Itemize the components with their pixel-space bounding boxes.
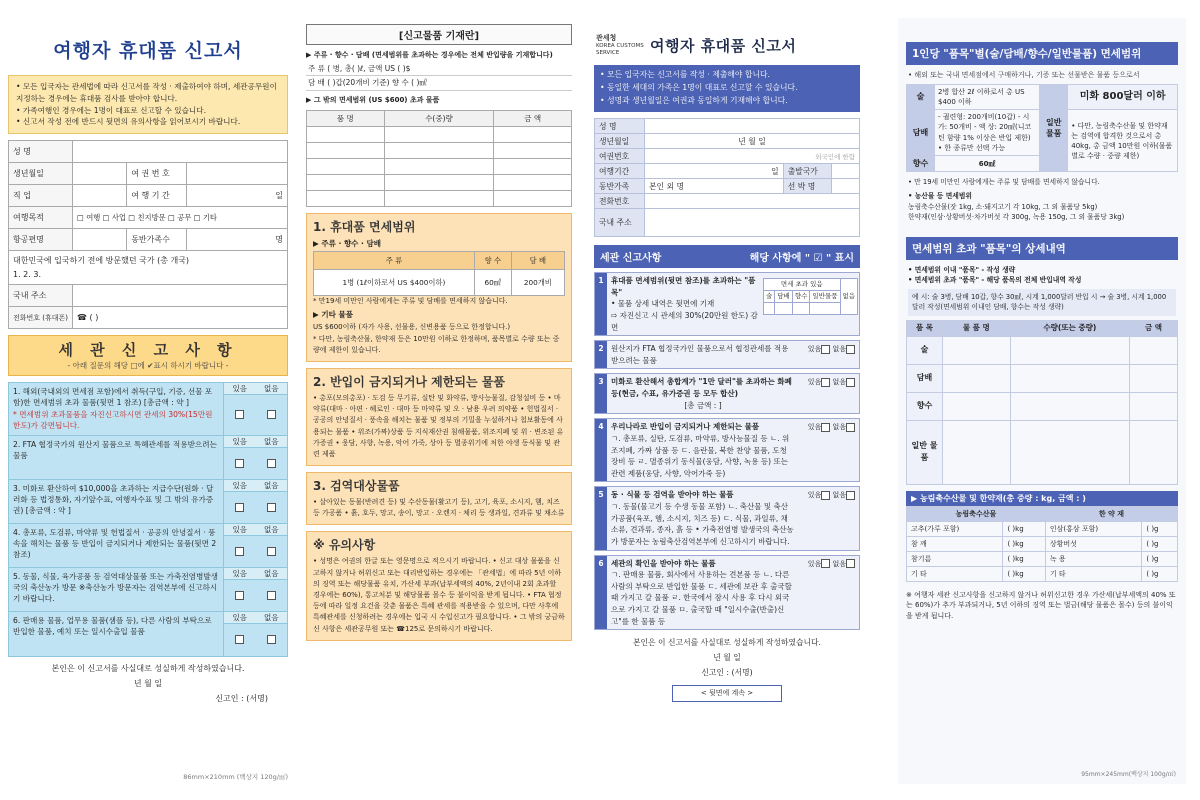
- no-label: 없음: [840, 279, 858, 315]
- old-declaration-back: [300, 18, 578, 784]
- table-cell: 60㎖: [935, 155, 1040, 172]
- yes-label: 있음: [224, 612, 256, 624]
- row-label: 술: [907, 336, 943, 364]
- form-header: [586, 18, 868, 65]
- period-label: 여 행 기 간: [127, 185, 187, 207]
- no-label: 없음: [256, 524, 288, 536]
- tobacco-row[interactable]: 담 배 ( )갑(20개비 기준) 향 수 ( )㎖: [306, 76, 572, 91]
- question-note: • 물품 상세 내역은 뒷면에 기재: [611, 299, 715, 309]
- passport-field[interactable]: [187, 163, 288, 185]
- table-cell: 2병 합산 2ℓ 이하로서 총 US $400 이하: [935, 85, 1040, 110]
- col-header: 주 류: [314, 252, 475, 270]
- birth-label: 생년월일: [595, 134, 645, 149]
- question-3: [9, 480, 287, 524]
- attestation-text: 본인은 이 신고서를 사실대로 성실하게 작성하였습니다.: [632, 638, 822, 648]
- table-cell: 1병 (1ℓ이하로서 US $400이하): [314, 270, 475, 296]
- instruction-box: [594, 65, 860, 112]
- section-text: * 다만, 농림축산물, 한약재 등은 10만원 이하로 한정하며, 품목별로 수량 또는 중량에 제한이 있습니다.: [313, 334, 560, 354]
- table-row[interactable]: [307, 143, 572, 159]
- instruction-line: • 가족여행인 경우에는 1명이 대표로 신고할 수 있습니다.: [16, 105, 207, 115]
- detail-instructions: [908, 265, 1176, 316]
- question-text: 3. 미화로 환산하여 $10,000을 초과하는 지급수단(원화 · 달러화 등 법정통화, 자기앞수표, 여행자수표 및 그 밖의 유가증권) [총금액 : 약 ]: [13, 483, 214, 516]
- question-text: 4. 총포류, 도검류, 마약류 및 헌법질서 · 공공의 안녕질서 · 풍속을 해치는 물품 등 반입이 금지되거나 제한되는 물품(뒷면 2 참조): [13, 527, 217, 560]
- table-cell: 미화 800달러 이하: [1068, 85, 1178, 110]
- items-note: ▶ 주류 · 향수 · 담배 (면세범위를 초과하는 경우에는 전체 반입량을 기재합니다): [306, 51, 553, 59]
- yes-checkbox[interactable]: [235, 410, 244, 419]
- table-row[interactable]: [307, 191, 572, 207]
- job-label: 직 업: [9, 185, 73, 207]
- no-label: 없음: [256, 480, 288, 492]
- name-field[interactable]: [645, 119, 860, 134]
- phone-field[interactable]: ☎ ( ): [73, 307, 288, 329]
- yes-checkbox[interactable]: [821, 491, 830, 500]
- question-list: ㄱ. 판매용 물품, 회사에서 사용하는 견본품 등 ㄴ. 다른 사람의 부탁으로 반입한 물품 ㄷ. 세관에 보관 후 출국할 때 가지고 갈 물품 ㄹ. 한국에서 잠시 사용 후 다시 외국으로 가지고 갈 물품 ㅁ. 출국할 때 "일시수출(반출)신고"를 한 물품 등: [611, 570, 792, 626]
- col-header: 품 명: [307, 111, 385, 127]
- yes-checkbox[interactable]: [821, 423, 830, 432]
- departure-label: 출발국가: [783, 164, 831, 179]
- form-title: 여행자 휴대품 신고서: [650, 37, 797, 56]
- yes-checkbox[interactable]: [235, 503, 244, 512]
- table-row[interactable]: [307, 175, 572, 191]
- print-size-note: 95mm×245mm(백상지 100g/㎡): [1081, 771, 1176, 778]
- col-header: 금 액: [494, 111, 572, 127]
- row-label: 담배: [907, 364, 943, 392]
- declaration-title: 세관 신고사항: [600, 253, 662, 264]
- table-row[interactable]: [307, 127, 572, 143]
- logo-text: 관세청: [596, 34, 617, 42]
- question-text: 휴대품 면세범위(뒷면 참조)를 초과하는 "품목": [611, 276, 756, 297]
- name-label: 성 명: [595, 119, 645, 134]
- yes-label: 있음: [224, 480, 256, 492]
- liquor-row[interactable]: 주 류 ( 병, 총( )ℓ, 금액 US ( )$: [306, 62, 572, 77]
- no-label: 없음: [832, 345, 846, 354]
- no-label: 없음: [832, 559, 846, 568]
- yes-label: 있음: [807, 345, 822, 354]
- row-label: 향수: [907, 155, 935, 172]
- col-header: 술: [764, 291, 775, 303]
- passport-field[interactable]: 외국인에 한함: [645, 149, 860, 164]
- no-checkbox[interactable]: [846, 378, 855, 387]
- note-line: 농림축수산물(잣 1kg, 소·돼지고기 각 10kg, 그 외 물품당 5kg): [908, 202, 1098, 211]
- yes-checkbox[interactable]: [821, 345, 830, 354]
- question-text: 6. 판매용 물품, 업무용 물품(샘플 등), 다른 사람의 부탁으로 반입한 물품, 예치 또는 일시수출입 물품: [13, 615, 212, 637]
- continue-note: < 뒷면에 계속 >: [672, 685, 782, 702]
- passport-label: 여 권 번 호: [127, 163, 187, 185]
- question-4: [9, 524, 287, 568]
- question-list: ㄱ. 동물(물고기 등 수생 동물 포함) ㄴ. 축산물 및 축산가공품(육포, 햄, 소시지, 치즈 등) ㄷ. 식물, 과일류, 채소류, 견과류, 종자, 흙 등 • 가축전염병 발생국의 축산농가 방문자는 농림축산검역본부에 신고하시기 바랍니다.: [611, 502, 794, 546]
- question-2: 2 원산지가 FTA 협정국가인 물품으로서 협정관세를 적용받으려는 물품 있음 없음: [594, 340, 860, 369]
- yes-label: 있음: [224, 436, 256, 448]
- goods-name-field[interactable]: [943, 336, 1011, 364]
- no-label: 없음: [832, 423, 846, 432]
- items-entry: [306, 49, 572, 106]
- goods-qty-field[interactable]: [1010, 336, 1129, 364]
- section-quarantine: [306, 472, 572, 525]
- vessel-field[interactable]: [831, 179, 859, 194]
- yes-label: 있음: [224, 383, 256, 395]
- signature-block: [8, 661, 288, 707]
- table-cell: - 궐련형: 200개비(10갑) - 시 가: 50개비 - 액 상: 20㎖(니코틴 함량 1% 이상은 반입 제한) • 한 종류만 선택 가능: [935, 110, 1040, 156]
- yes-label: 있음: [807, 559, 822, 568]
- no-checkbox[interactable]: [846, 423, 855, 432]
- section-exemption: [306, 213, 572, 362]
- section-title: 3. 검역대상물품: [313, 479, 400, 494]
- family-label: 동반가족: [595, 179, 645, 194]
- no-checkbox[interactable]: [267, 459, 276, 468]
- note-line: 한약재(인삼·상황버섯·차가버섯 각 300g, 녹용 150g, 그 외 물품당 3kg): [908, 213, 1125, 222]
- agri-table: [906, 491, 1178, 582]
- goods-name-field[interactable]: [943, 420, 1011, 484]
- goods-qty-field[interactable]: [1010, 364, 1129, 392]
- old-declaration-front: [0, 18, 296, 784]
- goods-amount-field[interactable]: [1129, 392, 1177, 420]
- family-label: 동반가족수: [127, 229, 187, 251]
- question-5: [9, 568, 287, 612]
- date-field[interactable]: 년 월 일: [133, 678, 163, 688]
- yes-checkbox[interactable]: [821, 378, 830, 387]
- signature-field[interactable]: 신고인 : (서명): [701, 667, 753, 677]
- section-text: • 살아있는 동물(반려견 등) 및 수산동물(활고기 등), 고기, 육포, 소시지, 햄, 치즈 등 가공품 • 흙, 호두, 망고, 송이, 망고 · 오렌지 · 체리 등 생과일, 견과류 및 채소류: [313, 498, 565, 518]
- address-field[interactable]: [73, 285, 288, 307]
- section-title: 면세범위 초과 "품목"의 상세내역: [906, 237, 1178, 260]
- address-field[interactable]: [645, 209, 860, 237]
- visited-countries[interactable]: [9, 251, 288, 285]
- visited-list: 1. 2. 3.: [13, 269, 41, 279]
- no-label: 없음: [256, 383, 288, 395]
- no-label: 없음: [256, 568, 288, 580]
- perfume-checkbox[interactable]: [792, 303, 810, 315]
- table-cell: • 다만, 농림축수산물 및 한약재는 검역에 합격한 것으로서 총 40kg, 총 금액 10만원 이하(물품별로 수량 · 중량 제한): [1068, 110, 1178, 172]
- phone-label: 전화번호: [595, 194, 645, 209]
- yes-checkbox[interactable]: [235, 459, 244, 468]
- goods-qty-field[interactable]: [1010, 420, 1129, 484]
- new-declaration-back: [898, 18, 1186, 784]
- birth-label: 생년월일: [9, 163, 73, 185]
- total-amount-field[interactable]: [총 금액 : ]: [684, 400, 722, 410]
- no-checkbox[interactable]: [267, 503, 276, 512]
- question-list: [8, 382, 288, 657]
- declaration-subtitle: - 아래 질문의 해당 □에 ✔표시 하시기 바랍니다 -: [67, 361, 229, 371]
- family-people[interactable]: 명: [187, 229, 288, 251]
- purpose-label: 여행목적: [9, 207, 73, 229]
- goods-amount-field[interactable]: [1129, 420, 1177, 484]
- instruction-box: [8, 75, 288, 134]
- section-text: * 만19세 미만인 사람에게는 주류 및 담배를 면세하지 않습니다.: [313, 297, 508, 306]
- col-header: 금 액: [1129, 320, 1177, 336]
- example-box: 예 시: 술 3병, 담배 10갑, 향수 30㎖, 시계 1,000달러 반입 시 → 술 3병, 시계 1,000달러 작성(면세범위 이내인 담배, 향수는 작성 생략): [908, 289, 1176, 316]
- note-line: • 만 19세 미만인 사람에게는 주류 및 담배를 면세하지 않습니다.: [908, 178, 1100, 187]
- items-header: [신고물품 기재란]: [306, 24, 572, 45]
- flight-field[interactable]: [73, 229, 127, 251]
- col-header: 담배: [775, 291, 793, 303]
- question-list: ㄱ. 총포류, 실탄, 도검류, 마약류, 방사능물질 등 ㄴ. 위조지폐, 가짜 상품 등 ㄷ. 음란물, 북한 찬양 물품, 도청 장비 등 ㄹ. 멸종위기 동식물(웅담, 사향, 녹용 등) 또는 관련 제품(웅담, 사향, 악어가죽 등): [611, 433, 790, 478]
- traveler-info: [594, 118, 860, 237]
- period-field[interactable]: 일: [645, 164, 784, 179]
- no-checkbox[interactable]: [267, 547, 276, 556]
- instruction-line: • 모든 입국자는 관세법에 따라 신고서를 작성 · 제출하여야 하며, 세관공무원이 지정하는 경우에는 휴대품 검사를 받아야 합니다.: [16, 82, 277, 103]
- tobacco-checkbox[interactable]: [775, 303, 793, 315]
- phone-label: 전화번호 (휴대폰): [9, 307, 73, 329]
- yes-label: 있음: [224, 568, 256, 580]
- exemption-table: [313, 251, 565, 296]
- question-note: * 면세범위 초과물품을 자진신고하시면 관세의 30%(15만원 한도)가 감면됩니다.: [13, 409, 213, 431]
- yes-label: 있음: [807, 423, 822, 432]
- signature-field[interactable]: 신고인 : (서명): [215, 694, 268, 703]
- visited-label: 대한민국에 입국하기 전에 방문했던 국가 (총 개국): [13, 255, 190, 265]
- exemption-notes: [908, 177, 1176, 222]
- col-header: 농림축수산물: [907, 506, 1046, 521]
- general-checkbox[interactable]: [810, 303, 840, 315]
- goods-name-field[interactable]: [943, 392, 1011, 420]
- no-checkbox[interactable]: [846, 491, 855, 500]
- purpose-options[interactable]: □ 여행 □ 사업 □ 친지방문 □ 공무 □ 기타: [73, 207, 288, 229]
- address-label: 국내 주소: [595, 209, 645, 237]
- note-line: • 면세범위 초과 "품목" - 해당 품목의 전체 반입내역 작성: [908, 276, 1082, 285]
- row-label: 담배: [907, 110, 935, 156]
- date-field[interactable]: 년 월 일: [713, 653, 741, 663]
- no-checkbox[interactable]: [846, 345, 855, 354]
- period-label: 여행기간: [595, 164, 645, 179]
- print-size-note: 86mm×210mm (백상지 120g/㎡): [183, 773, 288, 781]
- table-cell: 200개비: [511, 270, 564, 296]
- col-header: 면세 초과 있음: [764, 279, 841, 291]
- family-field[interactable]: 본인 외 명: [645, 179, 784, 194]
- liquor-checkbox[interactable]: [764, 303, 775, 315]
- question-text: 세관의 확인을 받아야 하는 물품: [611, 558, 716, 568]
- section-text: US $600이하 (자가 사용, 선물용, 신변용품 등으로 한정합니다.): [313, 323, 511, 332]
- form-title: 여행자 휴대품 신고서: [53, 40, 243, 62]
- instruction-line: • 모든 입국자는 신고서를 작성 · 제출해야 합니다.: [600, 70, 771, 80]
- question-6: 6 세관의 확인을 받아야 하는 물품 ㄱ. 판매용 물품, 회사에서 사용하는 견본품 등 ㄴ. 다른 사람의 부탁으로 반입한 물품 ㄷ. 세관에 보관 후 출국할 때 가지고 갈 물품 ㄹ. 한국에서 잠시 사용 후 다시 외국으로 가지고 갈 물품 ㅁ. 출국할 때 "일시수출(반출)신고"를 한 물품 등 있음 없음: [594, 555, 860, 631]
- yes-label: 있음: [807, 491, 822, 500]
- name-label: 성 명: [9, 141, 73, 163]
- job-field[interactable]: [73, 185, 127, 207]
- no-label: 없음: [256, 612, 288, 624]
- name-field[interactable]: [73, 141, 288, 163]
- passport-label: 여권번호: [595, 149, 645, 164]
- signature-block: [594, 636, 860, 702]
- yes-label: 있음: [224, 524, 256, 536]
- logo-subtext: KOREA CUSTOMS SERVICE: [596, 43, 644, 57]
- birth-field[interactable]: 년 월 일: [645, 134, 860, 149]
- question-text: 동 · 식물 등 검역을 받아야 하는 물품: [611, 490, 734, 500]
- section-text: • 총포(모의총포) · 도검 등 무기류, 실탄 및 화약류, 방사능물질, 감청설비 등 • 마약류(대마 · 아편 · 헤로인 · 대마 등 마약류 및 오 · 남용 우려 의약품 • 헌법질서 · 공공의 안녕질서 · 풍속을 해치는 물품 및 정부의 기밀을 누설하거나 첩보활동에 사용되는 물품 • 위조(가짜)상품 등 지식재산권 침해물품, 위조지폐 및 위 · 변조된 유가증권 • 웅담, 사향, 녹용, 악어 가죽, 상아 등 멸종위기에 처한 야생 동식물 및 관련 제품: [313, 393, 564, 458]
- departure-field[interactable]: [831, 164, 859, 179]
- no-checkbox[interactable]: [267, 410, 276, 419]
- section-title: ※ 유의사항: [313, 538, 376, 553]
- table-row[interactable]: 참 깨 ( )kg 상황버섯 ( )g: [907, 536, 1178, 551]
- table-row[interactable]: [307, 159, 572, 175]
- declaration-instruction: 해당 사항에 " ☑ " 표시: [749, 253, 854, 264]
- declaration-title: 세 관 신 고 사 항: [58, 341, 238, 360]
- section-subtitle: ▶ 기타 물품: [313, 310, 353, 320]
- yes-checkbox[interactable]: [235, 635, 244, 644]
- section-cautions: [306, 531, 572, 640]
- col-header: 한 약 재: [1045, 506, 1177, 521]
- goods-table: [906, 320, 1178, 485]
- col-header: 수량(또는 중량): [1010, 320, 1129, 336]
- col-header: 물 품 명: [943, 320, 1011, 336]
- section-title: 2. 반입이 금지되거나 제한되는 물품: [313, 374, 505, 389]
- question-text: 1. 해외(국내외의 면세점 포함)에서 취득(구입, 기증, 선물 포함)한 면세범위 초과 물품(뒷면 1 참조) [총금액 : 약 ]: [13, 387, 213, 408]
- yes-checkbox[interactable]: [821, 559, 830, 568]
- question-1: 1 휴대품 면세범위(뒷면 참조)를 초과하는 "품목" • 물품 상세 내역은 뒷면에 기재 ⇨ 자진신고 시 관세의 30%(20만원 한도) 감면 면세 초과 있음 없음 술 담배 향수 일반물품: [594, 272, 860, 336]
- question-text: 원산지가 FTA 협정국가인 물품으로서 협정관세를 적용받으려는 물품: [611, 344, 789, 365]
- section-title: 1. 휴대품 면세범위: [313, 220, 416, 235]
- row-label: 일반 물품: [907, 420, 943, 484]
- attestation-text: 본인은 이 신고서를 사실대로 성실하게 작성하였습니다.: [51, 663, 245, 673]
- section-text: • 성명은 여권의 한글 또는 영문명으로 적으시기 바랍니다. • 신고 대상 물품을 신고하지 않거나 허위신고 또는 대리반입하는 경우에는 「관세법」에 따라 5년 이하의 징역 또는 해당물품 유치, 가산세 부과(납부세액의 40%, 2년이내 2회 초과할 경우에는 60%), 통고처분 및 해당물품 몰수 등 불이익을 받게 됩니다. • FTA 협정 등에 따라 일정 요건을 갖춘 물품은 특혜 관세를 적용받을 수 있으며, 다만 사후에 특혜관세를 신청하려는 경우에는 입국 시 수입신고가 필요합니다. • 그 밖의 궁금하신 사항은 세관공무원 또는 ☎125로 문의하시기 바랍니다.: [313, 557, 565, 633]
- col-header: 일반물품: [810, 291, 840, 303]
- penalty-warning: ※ 여행자 세관 신고사항을 신고하지 않거나 허위신고한 경우 가산세(납부세액의 40% 또는 60%)가 추가 부과되거나, 5년 이하의 징역 또는 벌금(해당 물품은 몰수) 등의 불이익을 받게 됩니다.: [906, 590, 1176, 621]
- no-label: 없음: [256, 436, 288, 448]
- table-cell: 60㎖: [474, 270, 511, 296]
- vessel-label: 선 박 명: [783, 179, 831, 194]
- question-3: 3 미화로 환산해서 총합계가 "1만 달러"를 초과하는 화폐 등(현금, 수표, 유가증권 등 모두 합산) [총 금액 : ] 있음 없음: [594, 373, 860, 414]
- excess-items-table: [763, 278, 858, 315]
- goods-amount-field[interactable]: [1129, 336, 1177, 364]
- col-header: 향 수: [474, 252, 511, 270]
- no-label: 없음: [832, 491, 846, 500]
- declaration-header: [594, 245, 860, 268]
- col-header: 담 배: [511, 252, 564, 270]
- yes-checkbox[interactable]: [235, 547, 244, 556]
- new-declaration-front: [586, 18, 868, 784]
- no-label: 없음: [832, 378, 846, 387]
- col-header: 수(중)량: [384, 111, 494, 127]
- declaration-header: [8, 335, 288, 376]
- period-day[interactable]: 일: [187, 185, 288, 207]
- section-subtitle: ▶ 주류 · 향수 · 담배: [313, 239, 381, 249]
- customs-logo: [596, 34, 650, 57]
- table-row[interactable]: 고추(가루 포함) ( )kg 인삼(홍삼 포함) ( )g: [907, 521, 1178, 536]
- phone-field[interactable]: [645, 194, 860, 209]
- question-text: 5. 동물, 식물, 육가공품 등 검역대상물품 또는 가축전염병발생국의 축산농가 방문 ※축산농가 방문자는 검역본부에 신고하시기 바랍니다.: [13, 571, 219, 604]
- instruction-line: • 동일한 세대의 가족은 1명이 대표로 신고할 수 있습니다.: [600, 83, 798, 93]
- question-1: [9, 383, 287, 436]
- goods-name-field[interactable]: [943, 364, 1011, 392]
- table-row[interactable]: 참기름 ( )kg 녹 용 ( )g: [907, 551, 1178, 566]
- col-header: 향수: [792, 291, 810, 303]
- col-header: 품 목: [907, 320, 943, 336]
- yes-label: 있음: [807, 378, 822, 387]
- row-label: 일반 물품: [1040, 85, 1068, 172]
- question-text: 우리나라로 반입이 금지되거나 제한되는 물품: [611, 422, 760, 432]
- question-5: 5 동 · 식물 등 검역을 받아야 하는 물품 ㄱ. 동물(물고기 등 수생 동물 포함) ㄴ. 축산물 및 축산가공품(육포, 햄, 소시지, 치즈 등) ㄷ. 식물, 과일류, 채소류, 견과류, 종자, 흙 등 • 가축전염병 발생국의 축산농가 방문자는 농림축산검역본부에 신고하시기 바랍니다. 있음 없음: [594, 486, 860, 550]
- question-6: [9, 612, 287, 656]
- row-label: 향수: [907, 392, 943, 420]
- address-label: 국내 주소: [9, 285, 73, 307]
- no-checkbox[interactable]: [267, 635, 276, 644]
- instruction-line: • 신고서 작성 전에 반드시 뒷면의 유의사항을 읽어보시기 바랍니다.: [16, 117, 241, 127]
- row-label: 술: [907, 85, 935, 110]
- other-items-table: [306, 110, 572, 207]
- question-note: ⇨ 자진신고 시 관세의 30%(20만원 한도) 감면: [611, 310, 758, 332]
- note-title: • 농산물 등 면세범위: [908, 191, 972, 200]
- birth-field[interactable]: [73, 163, 127, 185]
- table-row[interactable]: 기 타 ( )kg 기 타 ( )g: [907, 566, 1178, 581]
- question-2: [9, 436, 287, 480]
- goods-amount-field[interactable]: [1129, 364, 1177, 392]
- no-checkbox[interactable]: [267, 591, 276, 600]
- instruction-line: • 성명과 생년월일은 여권과 동일하게 기재해야 합니다.: [600, 96, 788, 106]
- exemption-table: [906, 84, 1178, 172]
- question-text: 미화로 환산해서 총합계가 "1만 달러"를 초과하는 화폐 등(현금, 수표, 유가증권 등 모두 합산): [611, 377, 792, 398]
- section-title: 1인당 "품목"별(술/담배/향수/일반물품) 면세범위: [906, 42, 1178, 65]
- section-prohibited: [306, 368, 572, 466]
- goods-qty-field[interactable]: [1010, 392, 1129, 420]
- other-note: ▶ 그 밖의 면세범위 (US $600) 초과 물품: [306, 95, 440, 104]
- question-4: 4 우리나라로 반입이 금지되거나 제한되는 물품 ㄱ. 총포류, 실탄, 도검류, 마약류, 방사능물질 등 ㄴ. 위조지폐, 가짜 상품 등 ㄷ. 음란물, 북한 찬양 물품, 도청 장비 등 ㄹ. 멸종위기 동식물(웅담, 사향, 녹용 등) 또는 관련 제품(웅담, 사향, 악어가죽 등) 있음 없음: [594, 418, 860, 482]
- note-line: • 면세범위 이내 "품목" - 작성 생략: [908, 265, 1016, 274]
- yes-checkbox[interactable]: [235, 591, 244, 600]
- question-text: 2. FTA 협정국가의 원산지 물품으로 특혜관세를 적용받으려는 물품: [13, 439, 217, 461]
- traveler-info: [8, 140, 288, 329]
- section-lead: • 해외 또는 국내 면세점에서 구매하거나, 기증 또는 선물받은 물품 등으로서: [908, 71, 1140, 79]
- agri-header: ▶ 농림축수산물 및 한약재(총 중량 : kg, 금액 : ): [906, 491, 1178, 506]
- no-checkbox[interactable]: [846, 559, 855, 568]
- flight-label: 항공편명: [9, 229, 73, 251]
